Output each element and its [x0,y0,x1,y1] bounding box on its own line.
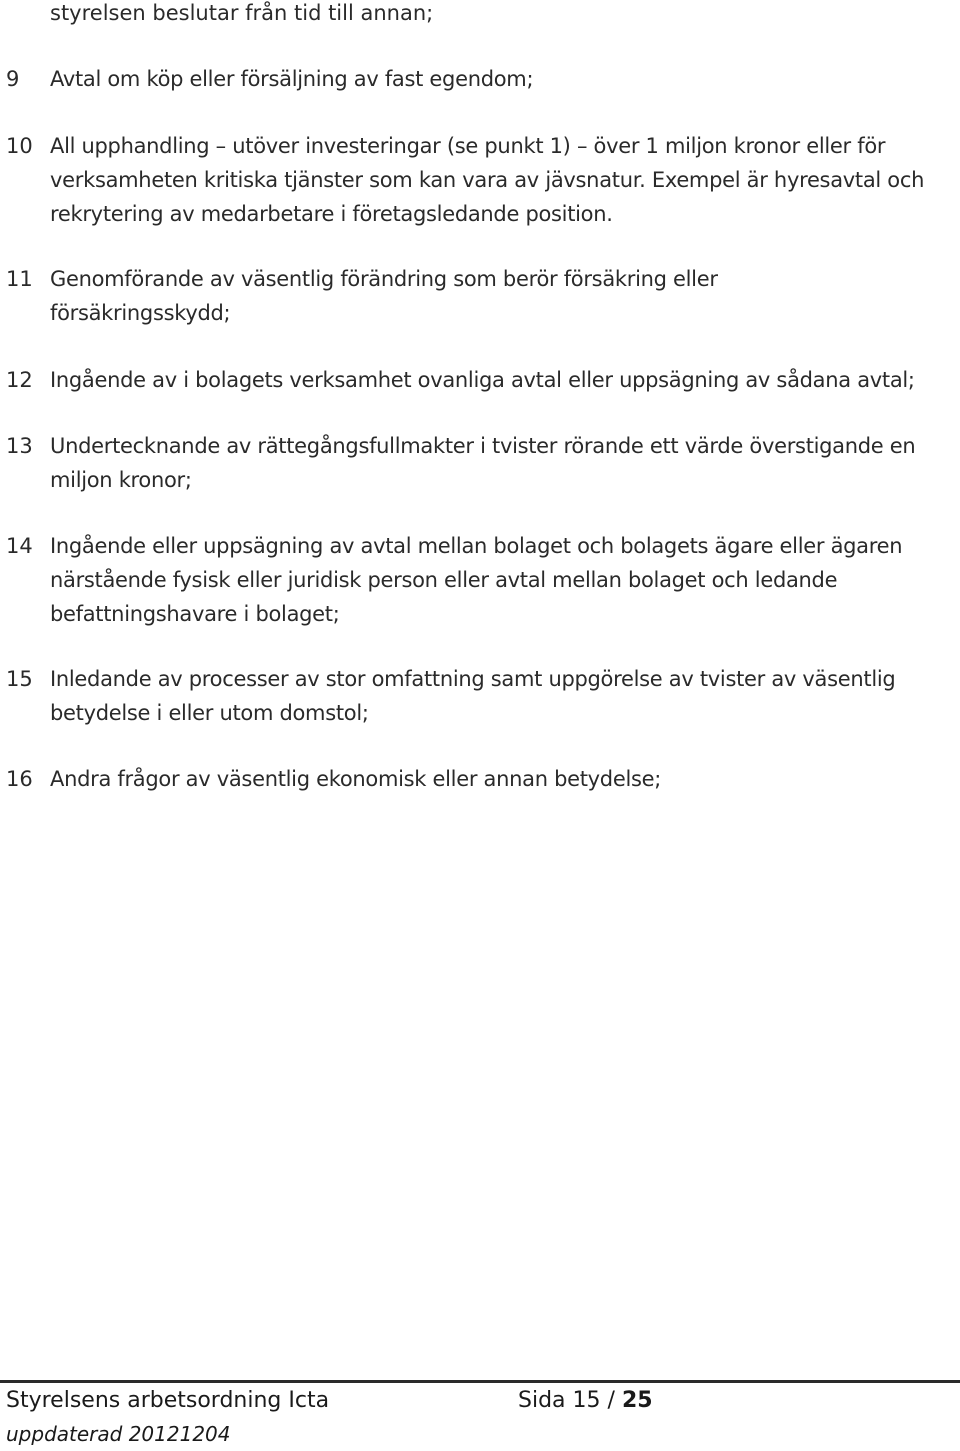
item-text: Andra frågor av väsentlig ekonomisk eller annan betydelse; [50,767,662,791]
page-total: 25 [621,1388,653,1413]
item-number: 15 [6,667,33,691]
footer-updated-date: uppdaterad 20121204 [6,1422,231,1446]
item-text: Ingående eller uppsägning av avtal mellan bolaget och bolagets ägare eller ägaren närstående fysisk eller juridisk person eller avtal mellan bolaget och ledande befattningshavare i bolaget; [50,534,903,626]
page-current: 15 [572,1388,601,1413]
item-text: Ingående av i bolagets verksamhet ovanliga avtal eller uppsägning av sådana avtal; [50,368,915,392]
item-text: Inledande av processer av stor omfattning samt uppgörelse av tvister av väsentlig betydelse i eller utom domstol; [50,667,896,725]
item-text: Undertecknande av rättegångsfullmakter i tvister rörande ett värde överstigande en miljon kronor; [50,434,916,492]
item-number: 9 [6,67,20,91]
item-text: Genomförande av väsentlig förändring som berör försäkring eller försäkringsskydd; [50,267,718,325]
item-number: 12 [6,368,33,392]
item-number: 13 [6,434,33,458]
item-text: All upphandling – utöver investeringar (se punkt 1) – över 1 miljon kronor eller för verksamheten kritiska tjänster som kan vara av jävsnatur. Exempel är hyresavtal och rekrytering av medarbetare i företagsledande position. [50,134,925,226]
item-text: Avtal om köp eller försäljning av fast egendom; [50,67,534,91]
item-number: 16 [6,767,33,791]
page-separator: / [607,1388,615,1413]
item-number: 11 [6,267,33,291]
item-number: 10 [6,134,33,158]
item-number: 14 [6,534,33,558]
footer-divider [0,1380,960,1383]
footer-document-title: Styrelsens arbetsordning Icta [6,1388,330,1413]
footer-page-number [518,1384,653,1418]
page-label: Sida [518,1388,566,1413]
continuation-text: styrelsen beslutar från tid till annan; [50,1,434,25]
